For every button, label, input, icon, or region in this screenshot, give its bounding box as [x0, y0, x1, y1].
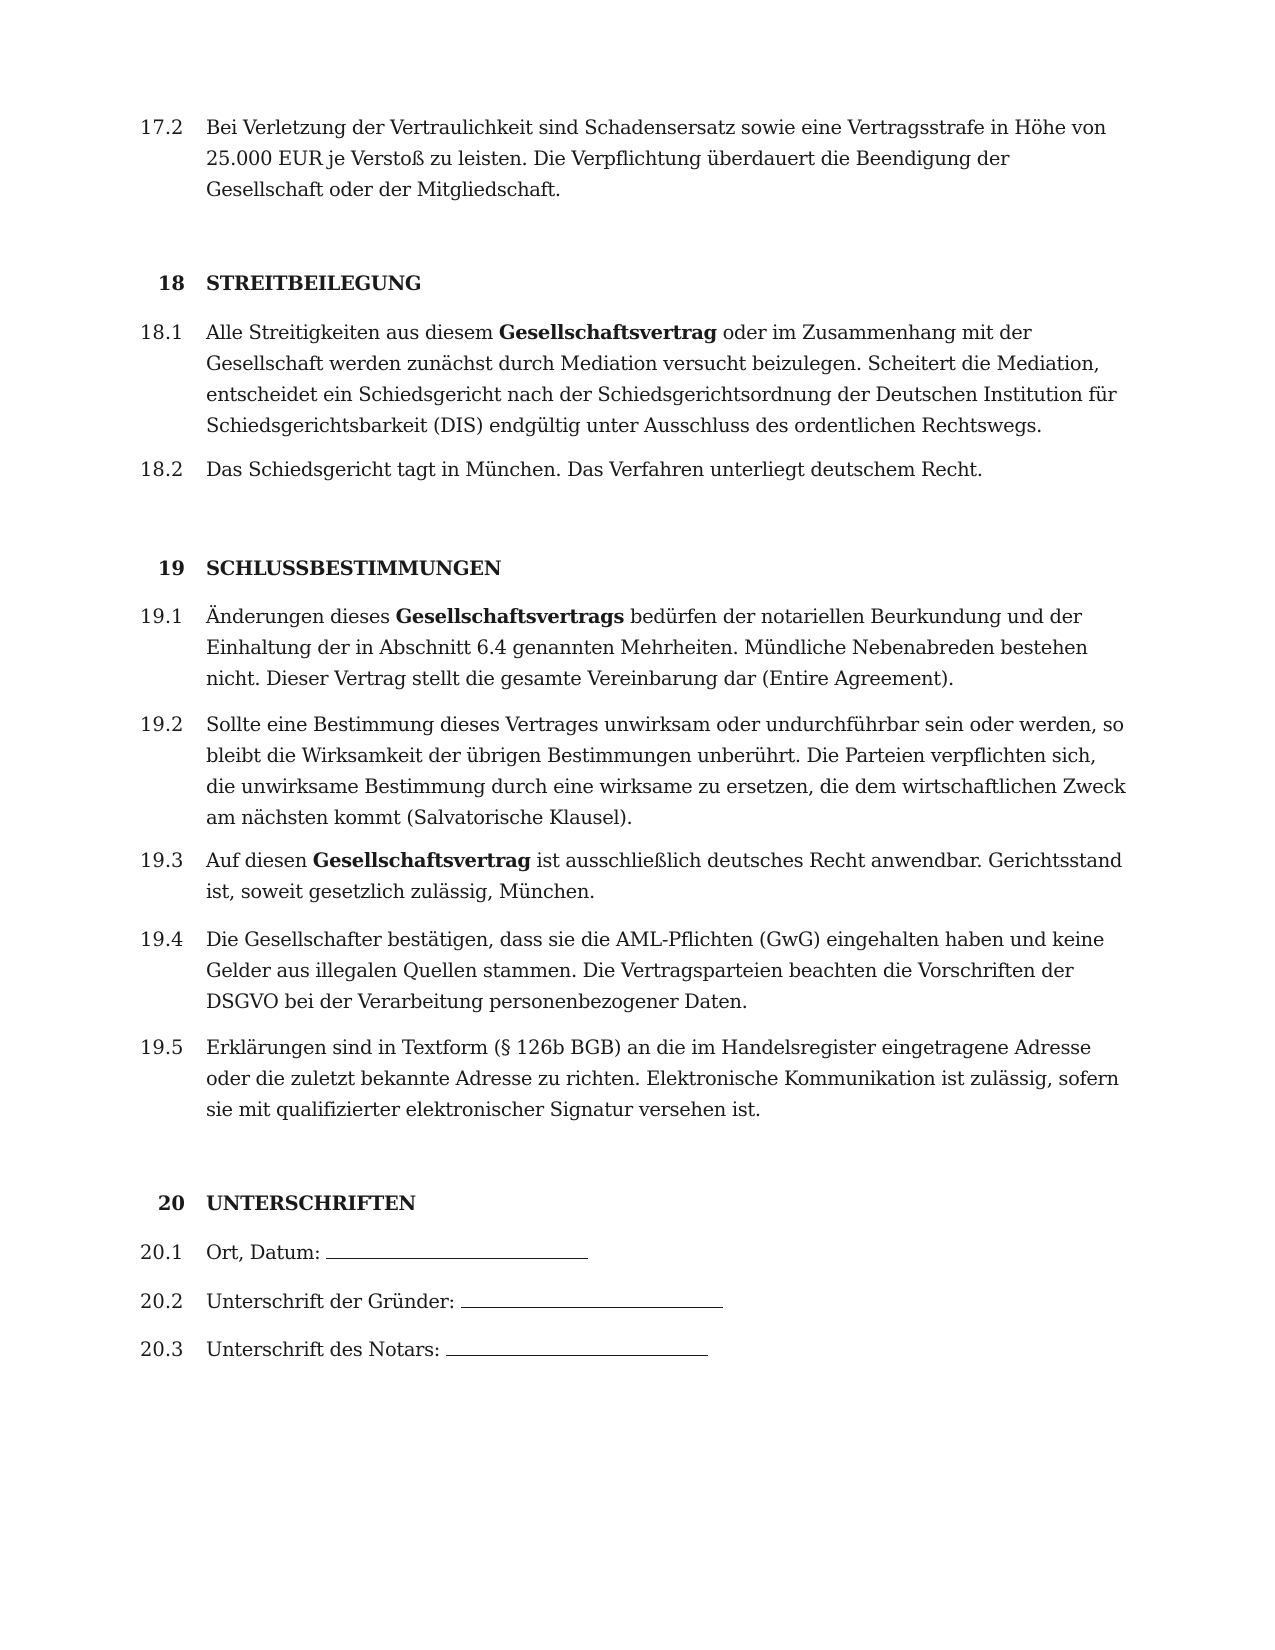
clause-text: Bei Verletzung der Vertraulichkeit sind Schadensersatz sowie eine Vertragsstrafe in Höhe von 25.000 EUR je Verstoß zu leisten. Die Verpflichtung überdauert die Beendigung der Gesellschaft oder der Mitgliedschaft. — [206, 116, 1106, 201]
clause-18-2 — [140, 454, 1130, 485]
notary-signature-line[interactable] — [446, 1335, 708, 1356]
founders-signature-line[interactable] — [461, 1287, 723, 1308]
signature-label: Unterschrift der Gründer: — [206, 1290, 455, 1313]
section-number: 20 — [157, 1192, 185, 1215]
section-number: 19 — [157, 557, 185, 580]
section-18-heading — [140, 268, 1130, 299]
clause-number: 19.2 — [140, 713, 184, 736]
clause-20-1 — [140, 1237, 1130, 1268]
clause-19-3 — [140, 845, 1130, 907]
clause-19-1 — [140, 601, 1130, 694]
clause-number: 20.1 — [140, 1241, 184, 1264]
clause-18-1 — [140, 317, 1130, 441]
clause-number: 19.4 — [140, 928, 184, 951]
clause-text: Alle Streitigkeiten aus diesem Gesellschaftsvertrag oder im Zusammenhang mit der Gesellschaft werden zunächst durch Mediation versucht beizulegen. Scheitert die Mediation, entscheidet ein Schiedsgericht nach der Schiedsgerichtsordnung der Deutschen Institution für Schiedsgerichtsbarkeit (DIS) endgültig unter Ausschluss des ordentlichen Rechtswegs. — [206, 321, 1117, 437]
clause-number: 19.5 — [140, 1036, 184, 1059]
clause-text: Erklärungen sind in Textform (§ 126b BGB) an die im Handelsregister eingetragene Adresse oder die zuletzt bekannte Adresse zu richten. Elektronische Kommunikation ist zulässig, sofern sie mit qualifizierter elektronischer Signatur versehen ist. — [206, 1036, 1119, 1121]
clause-19-4 — [140, 924, 1130, 1017]
clause-number: 18.1 — [140, 321, 184, 344]
clause-number: 19.3 — [140, 849, 184, 872]
section-title: STREITBEILEGUNG — [206, 272, 422, 295]
clause-text: Die Gesellschafter bestätigen, dass sie die AML-Pflichten (GwG) eingehalten haben und keine Gelder aus illegalen Quellen stammen. Die Vertragsparteien beachten die Vorschriften der DSGVO bei der Verarbeitung personenbezogener Daten. — [206, 928, 1105, 1013]
clause-number: 20.3 — [140, 1338, 184, 1361]
place-date-line[interactable] — [326, 1238, 588, 1259]
defined-term: Gesellschaftsvertrags — [395, 605, 625, 628]
clause-number: 19.1 — [140, 605, 184, 628]
defined-term: Gesellschaftsvertrag — [312, 849, 531, 872]
clause-text: Das Schiedsgericht tagt in München. Das Verfahren unterliegt deutschem Recht. — [206, 458, 983, 481]
clause-17-2 — [140, 112, 1130, 205]
clause-19-5 — [140, 1032, 1130, 1125]
clause-number: 20.2 — [140, 1290, 184, 1313]
section-number: 18 — [157, 272, 185, 295]
clause-20-3 — [140, 1334, 1130, 1365]
clause-text: Änderungen dieses Gesellschaftsvertrags bedürfen der notariellen Beurkundung und der Einhaltung der in Abschnitt 6.4 genannten Mehrheiten. Mündliche Nebenabreden bestehen nicht. Dieser Vertrag stellt die gesamte Vereinbarung dar (Entire Agreement). — [206, 605, 1088, 690]
defined-term: Gesellschaftsvertrag — [498, 321, 717, 344]
section-20-heading — [140, 1188, 1130, 1219]
clause-text: Auf diesen Gesellschaftsvertrag ist ausschließlich deutsches Recht anwendbar. Gerichtsstand ist, soweit gesetzlich zulässig, München. — [206, 849, 1123, 903]
clause-number: 18.2 — [140, 458, 184, 481]
section-title: SCHLUSSBESTIMMUNGEN — [206, 557, 502, 580]
clause-19-2 — [140, 709, 1130, 833]
signature-label: Ort, Datum: — [206, 1241, 321, 1264]
signature-label: Unterschrift des Notars: — [206, 1338, 440, 1361]
section-title: UNTERSCHRIFTEN — [206, 1192, 416, 1215]
clause-number: 17.2 — [140, 116, 184, 139]
section-19-heading — [140, 553, 1130, 584]
clause-text: Sollte eine Bestimmung dieses Vertrages unwirksam oder undurchführbar sein oder werden, so bleibt die Wirksamkeit der übrigen Bestimmungen unberührt. Die Parteien verpflichten sich, die unwirksame Bestimmung durch eine wirksame zu ersetzen, die dem wirtschaftlichen Zweck am nächsten kommt (Salvatorische Klausel). — [206, 713, 1126, 829]
clause-20-2 — [140, 1286, 1130, 1317]
